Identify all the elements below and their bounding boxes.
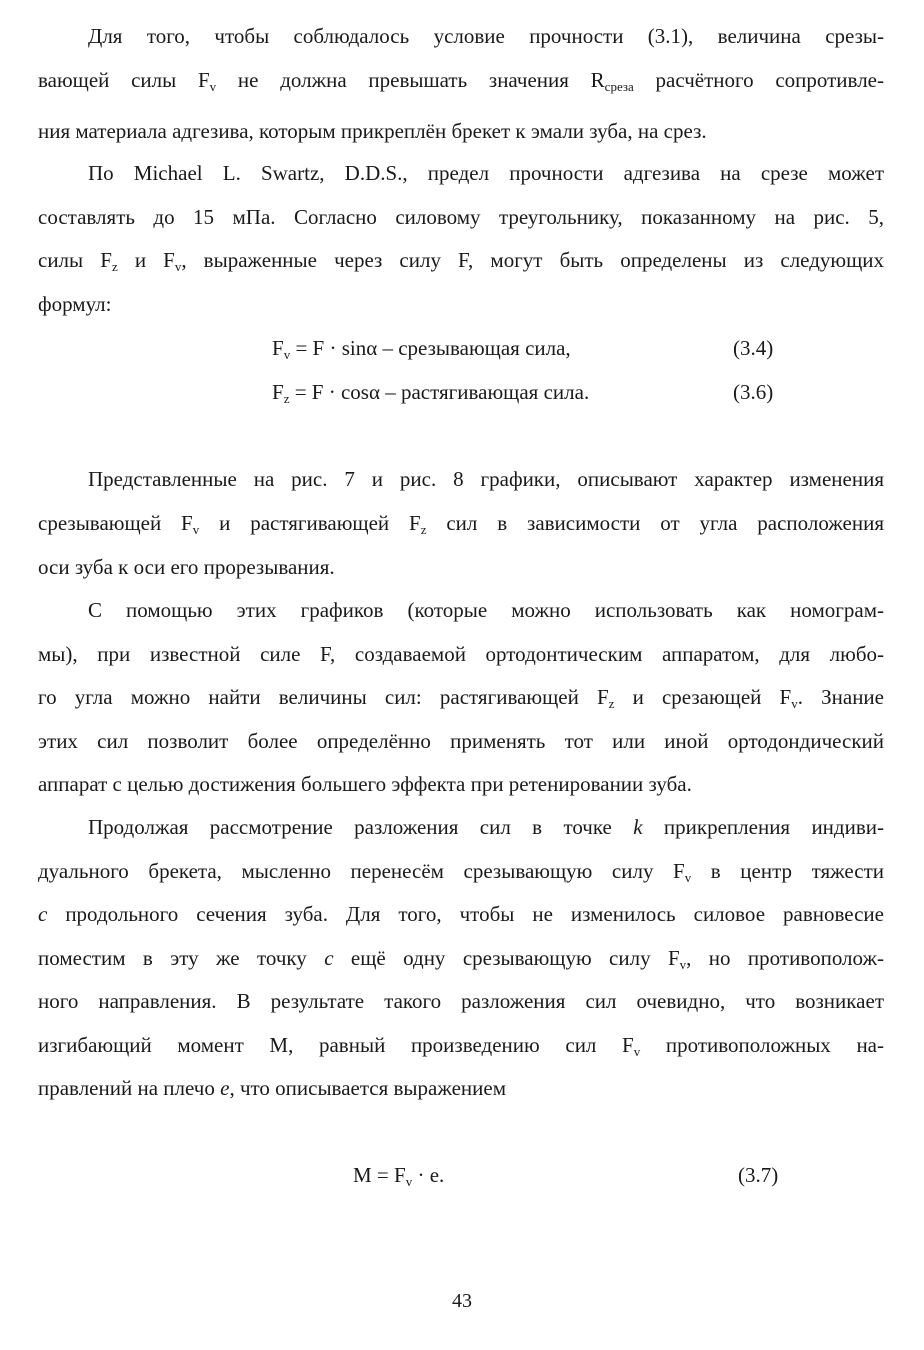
paragraph-3-line-2: срезывающей $F_v$ и растягивающей $F_z$ сил в зависимости от угла расположения [38,511,884,537]
paragraph-5-line-2: дуального брекета, мысленно перенесём срезывающую силу $F_v$ в центр тяжести [38,859,884,885]
paragraph-5-line-7: правлений на плечо e, что описывается выражением [38,1076,506,1100]
equation-number-3-6: (3.6) [733,380,774,404]
paragraph-2-line-3: силы $F_z$ и $F_v$, выраженные через силу F, могут быть определены из следующих [38,248,885,274]
paragraph-5-line-1: Продолжая рассмотрение разложения сил в точке k прикрепления индиви- [88,815,884,839]
paragraph-3-line-3: оси зуба к оси его прорезывания. [38,555,335,579]
paragraph-5-line-5: ного направления. В результате такого разложения сил очевидно, что возникает [38,989,884,1013]
paragraph-4-line-3: го угла можно найти величины сил: растягивающей $F_z$ и срезающей $F_v$. Знание [38,685,884,711]
paragraph-5-line-6: изгибающий момент М, равный произведению сил $F_v$ противоположных на- [38,1033,884,1059]
paragraph-3-line-1: Представленные на рис. 7 и рис. 8 графики, описывают характер изменения [88,467,884,491]
formula-3-4: $F_v = F \cdot \sin\alpha$ – срезывающая сила, [272,336,571,362]
paragraph-5-line-3: c продольного сечения зуба. Для того, чтобы не изменилось силовое равновесие [38,902,884,926]
paragraph-2-line-1: По Michael L. Swartz, D.D.S., предел прочности адгезива на срезе может [88,161,884,185]
paragraph-5-line-4: поместим в эту же точку c ещё одну срезывающую силу $F_v$, но противополож- [38,946,885,972]
formula-3-7: $M = F_v \cdot e$. [353,1163,445,1189]
paragraph-1-line-3: ния материала адгезива, которым прикреплён брекет к эмали зуба, на срез. [38,119,707,143]
page-number: 43 [452,1290,472,1312]
equation-number-3-7: (3.7) [738,1163,779,1187]
formula-3-6: $F_z = F \cdot \cos\alpha$ – растягивающая сила. [272,380,590,406]
paragraph-2-line-2: составлять до 15 мПа. Согласно силовому треугольнику, показанному на рис. 5, [38,205,884,229]
paragraph-4-line-2: мы), при известной силе F, создаваемой ортодонтическим аппаратом, для любо- [38,642,884,666]
paragraph-2-line-4: формул: [38,292,112,316]
paragraph-4-line-5: аппарат с целью достижения большего эффекта при ретенировании зуба. [38,772,692,796]
equation-number-3-4: (3.4) [733,336,774,360]
paragraph-4-line-1: С помощью этих графиков (которые можно использовать как номограм- [88,598,884,622]
paragraph-1-line-2: вающей силы $F_v$ не должна превышать значения $R_{среза}$ расчётного сопротивле- [38,68,884,94]
paragraph-1-line-1: Для того, чтобы соблюдалось условие прочности (3.1), величина срезы- [88,24,884,48]
paragraph-4-line-4: этих сил позволит более определённо применять тот или иной ортодондический [38,729,884,753]
